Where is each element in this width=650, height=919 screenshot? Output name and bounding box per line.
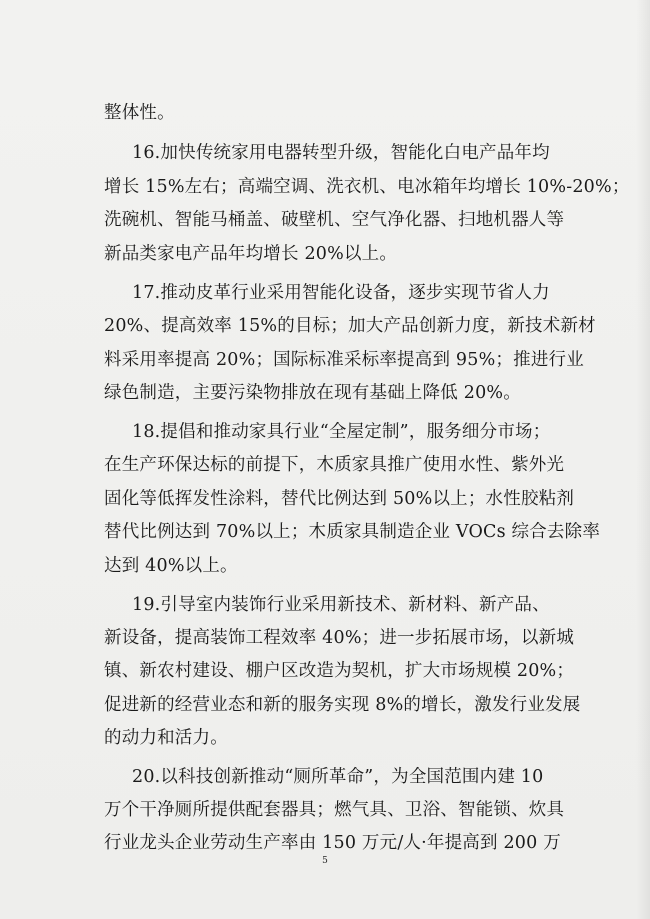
text-line: 行业龙头企业劳动生产率由 150 万元/人·年提高到 200 万 (104, 833, 561, 853)
text-line: 料采用率提高 20%；国际标准采标率提高到 95%；推进行业 (104, 350, 584, 370)
text-line: 16.加快传统家用电器转型升级，智能化白电产品年均 (132, 143, 550, 163)
text-line: 万个干净厕所提供配套器具；燃气具、卫浴、智能锁、炊具 (104, 800, 565, 820)
text-line: 19.引导室内装饰行业采用新技术、新材料、新产品、 (132, 595, 550, 615)
text-line: 的动力和活力。 (104, 728, 228, 748)
text-line: 17.推动皮革行业采用智能化设备，逐步实现节省人力 (132, 283, 550, 303)
text-line: 18.提倡和推动家具行业“全屋定制”，服务细分市场； (132, 422, 551, 442)
text-line: 20.以科技创新推动“厕所革命”，为全国范围内建 10 (132, 767, 544, 787)
text-line: 镇、新农村建设、棚户区改造为契机，扩大市场规模 20%； (104, 661, 575, 681)
text-line: 促进新的经营业态和新的服务实现 8%的增长，激发行业发展 (104, 695, 581, 715)
text-line: 整体性。 (104, 103, 175, 123)
text-line: 新设备，提高装饰工程效率 40%；进一步拓展市场，以新城 (104, 628, 575, 648)
text-line: 新品类家电产品年均增长 20%以上。 (104, 244, 398, 264)
text-line: 绿色制造，主要污染物排放在现有基础上降低 20%。 (104, 383, 521, 403)
text-line: 在生产环保达标的前提下，木质家具推广使用水性、紫外光 (104, 455, 565, 475)
text-line: 增长 15%左右；高端空调、洗衣机、电冰箱年均增长 10%-20%； (104, 177, 630, 197)
text-line: 替代比例达到 70%以上；木质家具制造企业 VOCs 综合去除率 (104, 522, 601, 542)
page-number: 5 (322, 856, 328, 866)
text-line: 20%、提高效率 15%的目标；加大产品创新力度，新技术新材 (104, 316, 596, 336)
page-edge-shadow (636, 0, 650, 919)
text-line: 固化等低挥发性涂料，替代比例达到 50%以上；水性胶粘剂 (104, 489, 575, 509)
text-line: 达到 40%以上。 (104, 556, 238, 576)
text-line: 洗碗机、智能马桶盖、破壁机、空气净化器、扫地机器人等 (104, 210, 565, 230)
